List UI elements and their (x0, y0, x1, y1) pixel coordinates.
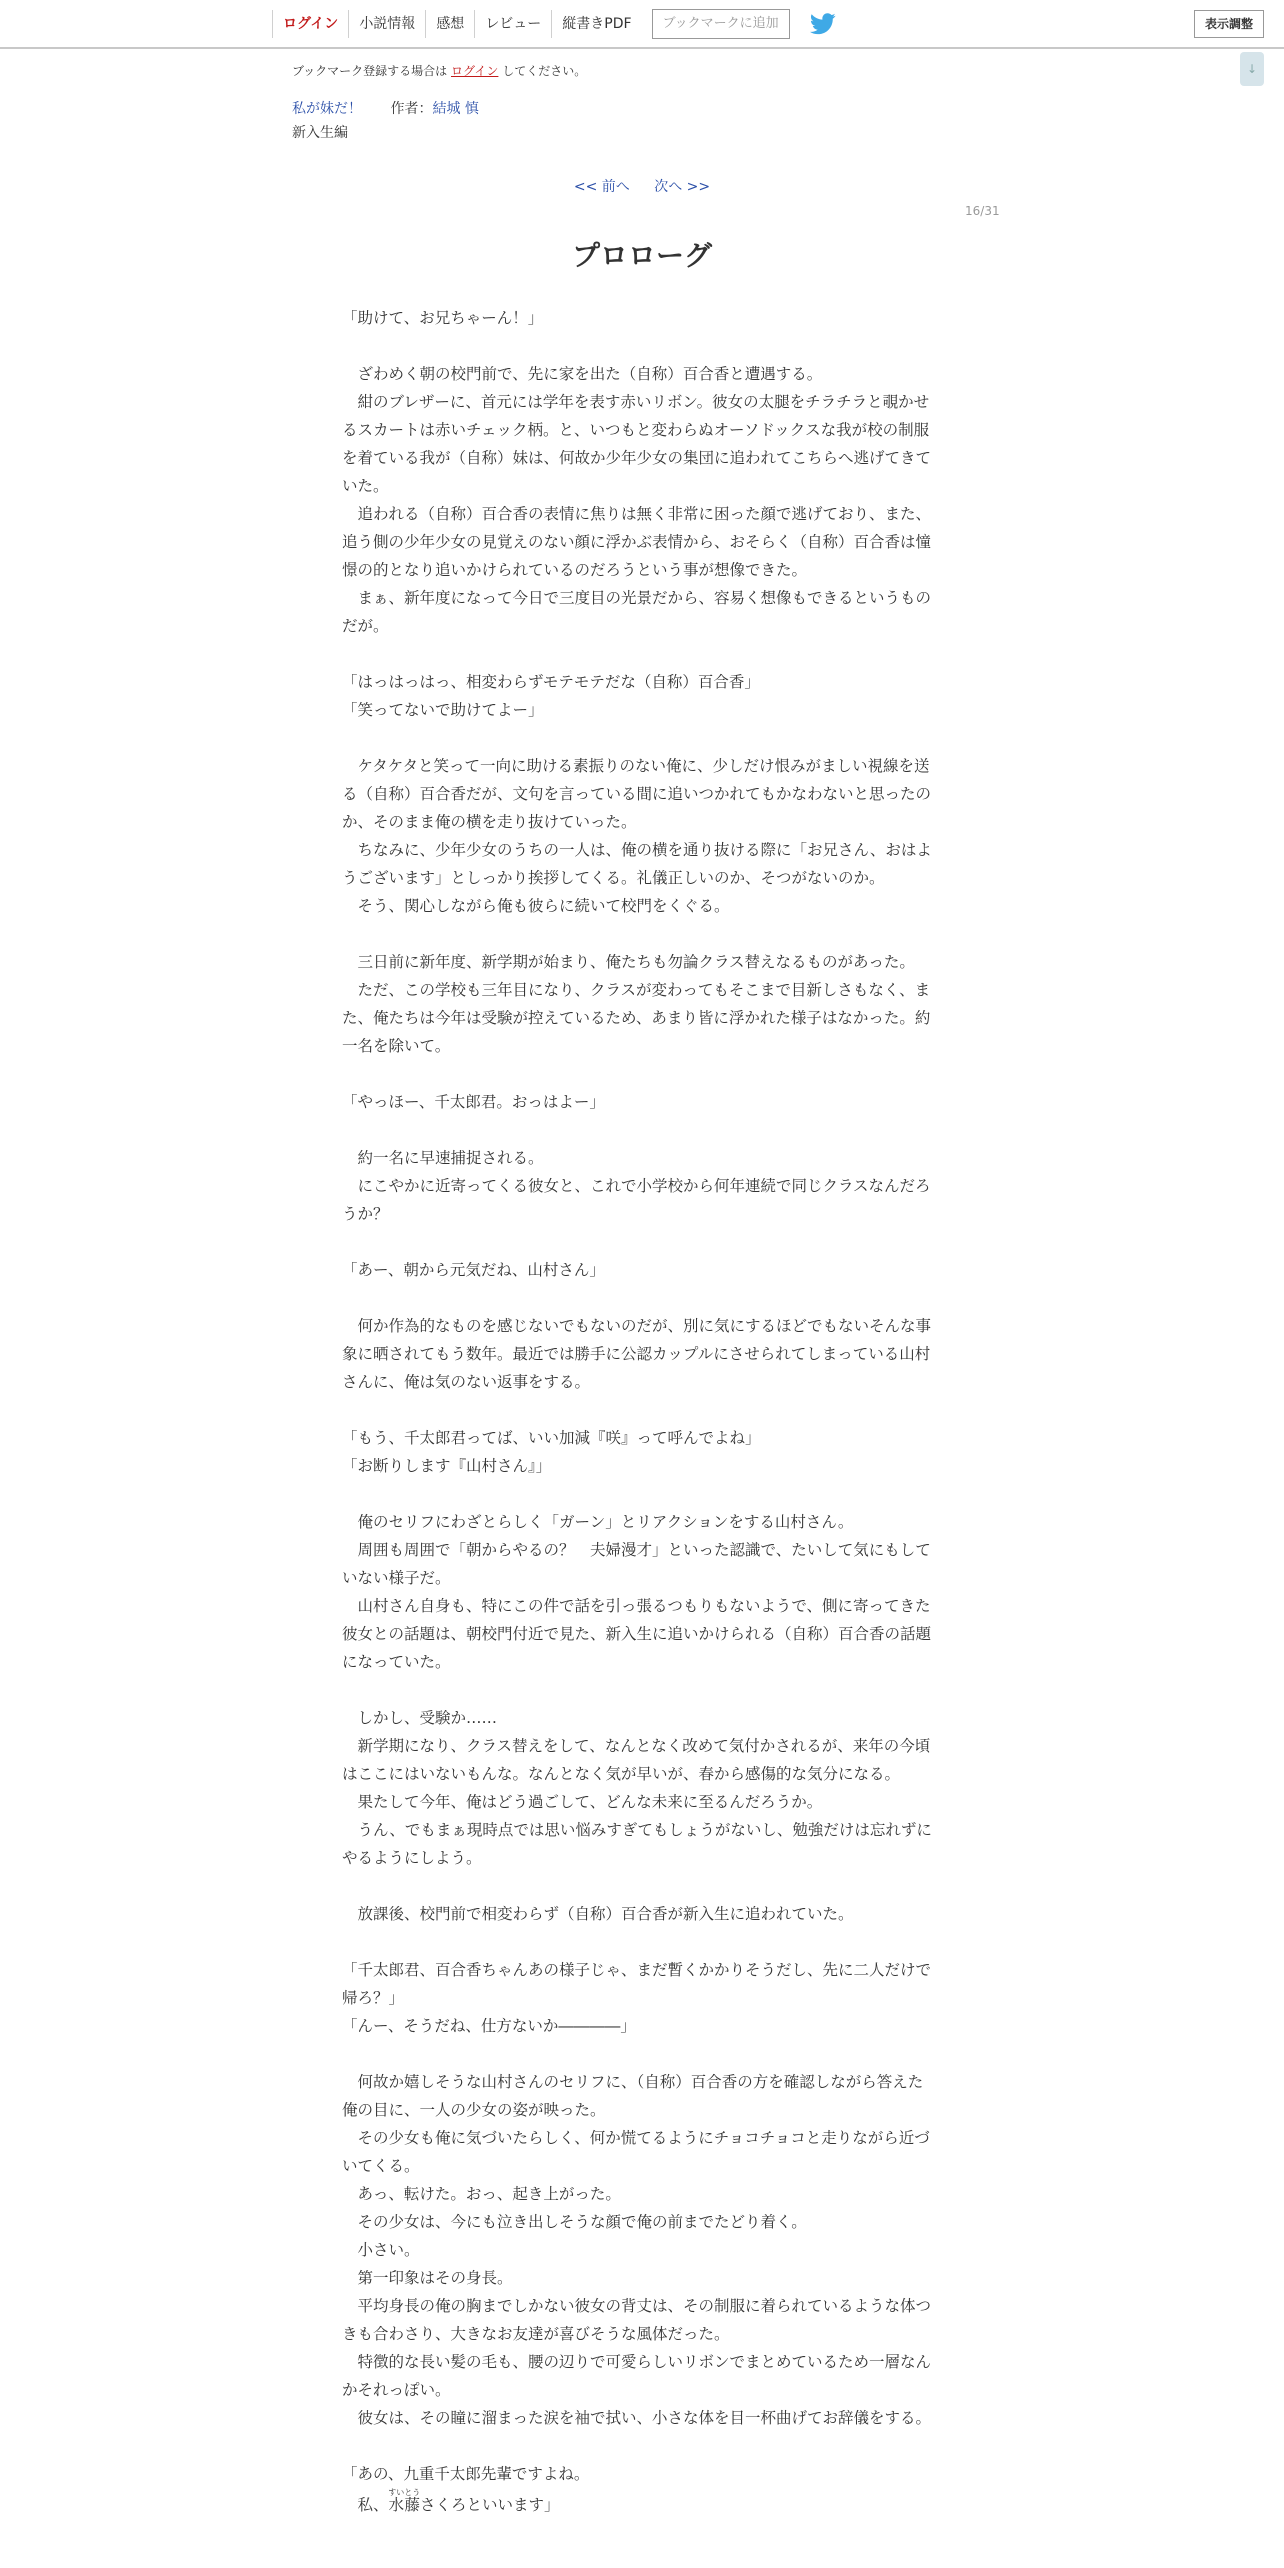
novel-line: その少女も俺に気づいたらしく、何か慌てるようにチョコチョコと走りながら近づいてくる。 (342, 2129, 930, 2175)
blank-line (342, 2432, 936, 2460)
novel-line: ただ、この学校も三年目になり、クラスが変わってもそこまで目新しさもなく、また、俺たちは今年は受験が控えているため、あまり皆に浮かれた様子はなかった。約一名を除いて。 (342, 981, 931, 1055)
novel-line: ちなみに、少年少女のうちの一人は、俺の横を通り抜ける際に「お兄さん、おはようございます」としっかり挨拶してくる。礼儀正しいのか、そつがないのか。 (342, 841, 932, 887)
novel-line: 周囲も周囲で「朝からやるの？ 夫婦漫才」といった認識で、たいして気にもしていない様子だ。 (342, 1541, 931, 1587)
blank-line (342, 332, 936, 360)
blank-line (342, 1284, 936, 1312)
nav-links (272, 10, 836, 38)
novel-line: 彼女は、その瞳に溜まった涙を袖で拭い、小さな体を目一杯曲げてお辞儀をする。 (342, 2409, 932, 2427)
impressions-link[interactable]: 感想 (425, 10, 474, 38)
blank-line (342, 1396, 936, 1424)
novel-line: そう、関心しながら俺も彼らに続いて校門をくぐる。 (342, 897, 730, 915)
novel-line: 俺のセリフにわざとらしく「ガーン」とリアクションをする山村さん。 (342, 1513, 854, 1531)
blank-line (342, 1228, 936, 1256)
novel-line: 平均身長の俺の胸までしかない彼女の背丈は、その制服に着られているような体つきも合わさり、大きなお友達が喜びそうな風体だった。 (342, 2297, 932, 2343)
novel-line: 「千太郎君、百合香ちゃんあの様子じゃ、まだ暫くかかりそうだし、先に二人だけで帰ろ？」 (342, 1961, 932, 2007)
author-label: 作者： (390, 101, 433, 117)
bookmark-notice-after: してください。 (502, 64, 587, 78)
blank-line (342, 920, 936, 948)
novel-line: 「あの、九重千太郎先輩ですよね。 (342, 2465, 590, 2483)
blank-line (342, 1480, 936, 1508)
blank-line (342, 640, 936, 668)
novel-line: ケタケタと笑って一向に助ける素振りのない俺に、少しだけ恨みがましい視線を送る（自称）百合香だが、文句を言っている間に追いつかれてもかなわないと思ったのか、そのまま俺の横を走り抜けていった。 (342, 757, 932, 831)
bookmark-notice-login-link[interactable]: ログイン (451, 64, 499, 78)
novel-line: 追われる（自称）百合香の表情に焦りは無く非常に困った顔で逃げており、また、追う側の少年少女の見覚えのない顔に浮かぶ表情から、おそらく（自称）百合香は憧憬の的となり追いかけられているのだろうという事が想像できた。 (342, 505, 932, 579)
novel-line: 「もう、千太郎君ってば、いい加減『咲』って呼んでよね」 (342, 1429, 761, 1447)
novel-line: にこやかに近寄ってくる彼女と、これで小学校から何年連続で同じクラスなんだろうか？ (342, 1177, 931, 1223)
blank-line (342, 1676, 936, 1704)
blank-line (342, 2040, 936, 2068)
vertical-pdf-link[interactable]: 縦書きPDF (551, 10, 641, 38)
novel-line: 紺のブレザーに、首元には学年を表す赤いリボン。彼女の太腿をチラチラと覗かせるスカートは赤いチェック柄。と、いつもと変わらぬオーソドックスな我が校の制服を着ている我が（自称）妹は、何故か少年少女の集団に追われてこちらへ逃げてきていた。 (342, 393, 932, 495)
novel-line: 果たして今年、俺はどう過ごして、どんな未来に至るんだろうか。 (342, 1793, 823, 1811)
review-link[interactable]: レビュー (474, 10, 551, 38)
blank-line (342, 1116, 936, 1144)
display-settings-button[interactable]: 表示調整 (1194, 10, 1264, 38)
novel-meta (292, 98, 479, 118)
scroll-down-button[interactable]: ↓ (1240, 52, 1264, 86)
author-link[interactable]: 結城 慎 (432, 101, 479, 117)
novel-line: 「お断りします『山村さん』」 (342, 1457, 552, 1475)
blank-line (342, 1060, 936, 1088)
novel-line: 「んー、そうだね、仕方ないか――――」 (342, 2017, 636, 2035)
novel-title-link[interactable]: 私が妹だ！ (292, 101, 362, 117)
novel-line: その少女は、今にも泣き出しそうな顔で俺の前までたどり着く。 (342, 2213, 807, 2231)
novel-line: 何故か嬉しそうな山村さんのセリフに、（自称）百合香の方を確認しながら答えた俺の目に、一人の少女の姿が映った。 (342, 2073, 924, 2119)
novel-line-last: 私、水藤すいとうさくろといいます」 (342, 2488, 560, 2514)
novel-info-link[interactable]: 小説情報 (348, 10, 425, 38)
novel-line: 新学期になり、クラス替えをして、なんとなく改めて気付かされるが、来年の今頃はここにはいないもんな。なんとなく気が早いが、春から感傷的な気分になる。 (342, 1737, 931, 1783)
novel-line: あっ、転けた。おっ、起き上がった。 (342, 2185, 621, 2203)
prev-page-link[interactable]: << 前へ (573, 179, 630, 195)
bookmark-notice-before: ブックマーク登録する場合は (292, 64, 448, 78)
add-bookmark-button[interactable]: ブックマークに追加 (652, 9, 790, 39)
novel-line: 山村さん自身も、特にこの件で話を引っ張るつもりもないようで、側に寄ってきた彼女との話題は、朝校門付近で見た、新入生に追いかけられる（自称）百合香の話題になっていた。 (342, 1597, 932, 1671)
novel-line: 小さい。 (342, 2241, 420, 2259)
twitter-bird-icon[interactable] (810, 11, 836, 37)
novel-line: 「あー、朝から元気だね、山村さん」 (342, 1261, 605, 1279)
novel-line: 「笑ってないで助けてよー」 (342, 701, 544, 719)
blank-line (342, 1872, 936, 1900)
novel-line: 「やっほー、千太郎君。おっはよー」 (342, 1093, 605, 1111)
novel-line: 三日前に新年度、新学期が始まり、俺たちも勿論クラス替えなるものがあった。 (342, 953, 915, 971)
chapter-group-title: 新入生編 (292, 125, 348, 141)
novel-line: まぁ、新年度になって今日で三度目の光景だから、容易く想像もできるというものだが。 (342, 589, 932, 635)
bookmark-notice (292, 62, 586, 79)
novel-line: うん、でもまぁ現時点では思い悩みすぎてもしょうがないし、勉強だけは忘れずにやるようにしよう。 (342, 1821, 932, 1867)
blank-line (342, 724, 936, 752)
novel-line: 第一印象はその身長。 (342, 2269, 513, 2287)
novel-line: ざわめく朝の校門前で、先に家を出た（自称）百合香と遭遇する。 (342, 365, 823, 383)
novel-line: 特徴的な長い髪の毛も、腰の辺りで可愛らしいリボンでまとめているため一層なんかそれっぽい。 (342, 2353, 932, 2399)
novel-line: 放課後、校門前で相変わらず（自称）百合香が新入生に追われていた。 (342, 1905, 854, 1923)
novel-line: 約一名に早速捕捉される。 (342, 1149, 544, 1167)
novel-line: 「はっはっはっ、相変わらずモテモテだな（自称）百合香」 (342, 673, 760, 691)
novel-body (342, 304, 936, 2519)
novel-line: 何か作為的なものを感じないでもないのだが、別に気にするほどでもないそんな事象に晒されてもう数年。最近では勝手に公認カップルにさせられてしまっている山村さんに、俺は気のない返事をする。 (342, 1317, 932, 1391)
novel-line: しかし、受験か…… (342, 1709, 498, 1727)
next-page-link[interactable]: 次へ >> (654, 179, 711, 195)
top-navigation-bar (0, 0, 1284, 49)
name-ruby: 水藤すいとう (388, 2488, 421, 2514)
page-count: 16/31 (965, 204, 1000, 218)
novel-line: 「助けて、お兄ちゃーん！」 (342, 309, 544, 327)
login-link[interactable]: ログイン (272, 10, 348, 38)
blank-line (342, 1928, 936, 1956)
chapter-title: プロローグ (571, 239, 712, 272)
pager (0, 176, 1284, 196)
